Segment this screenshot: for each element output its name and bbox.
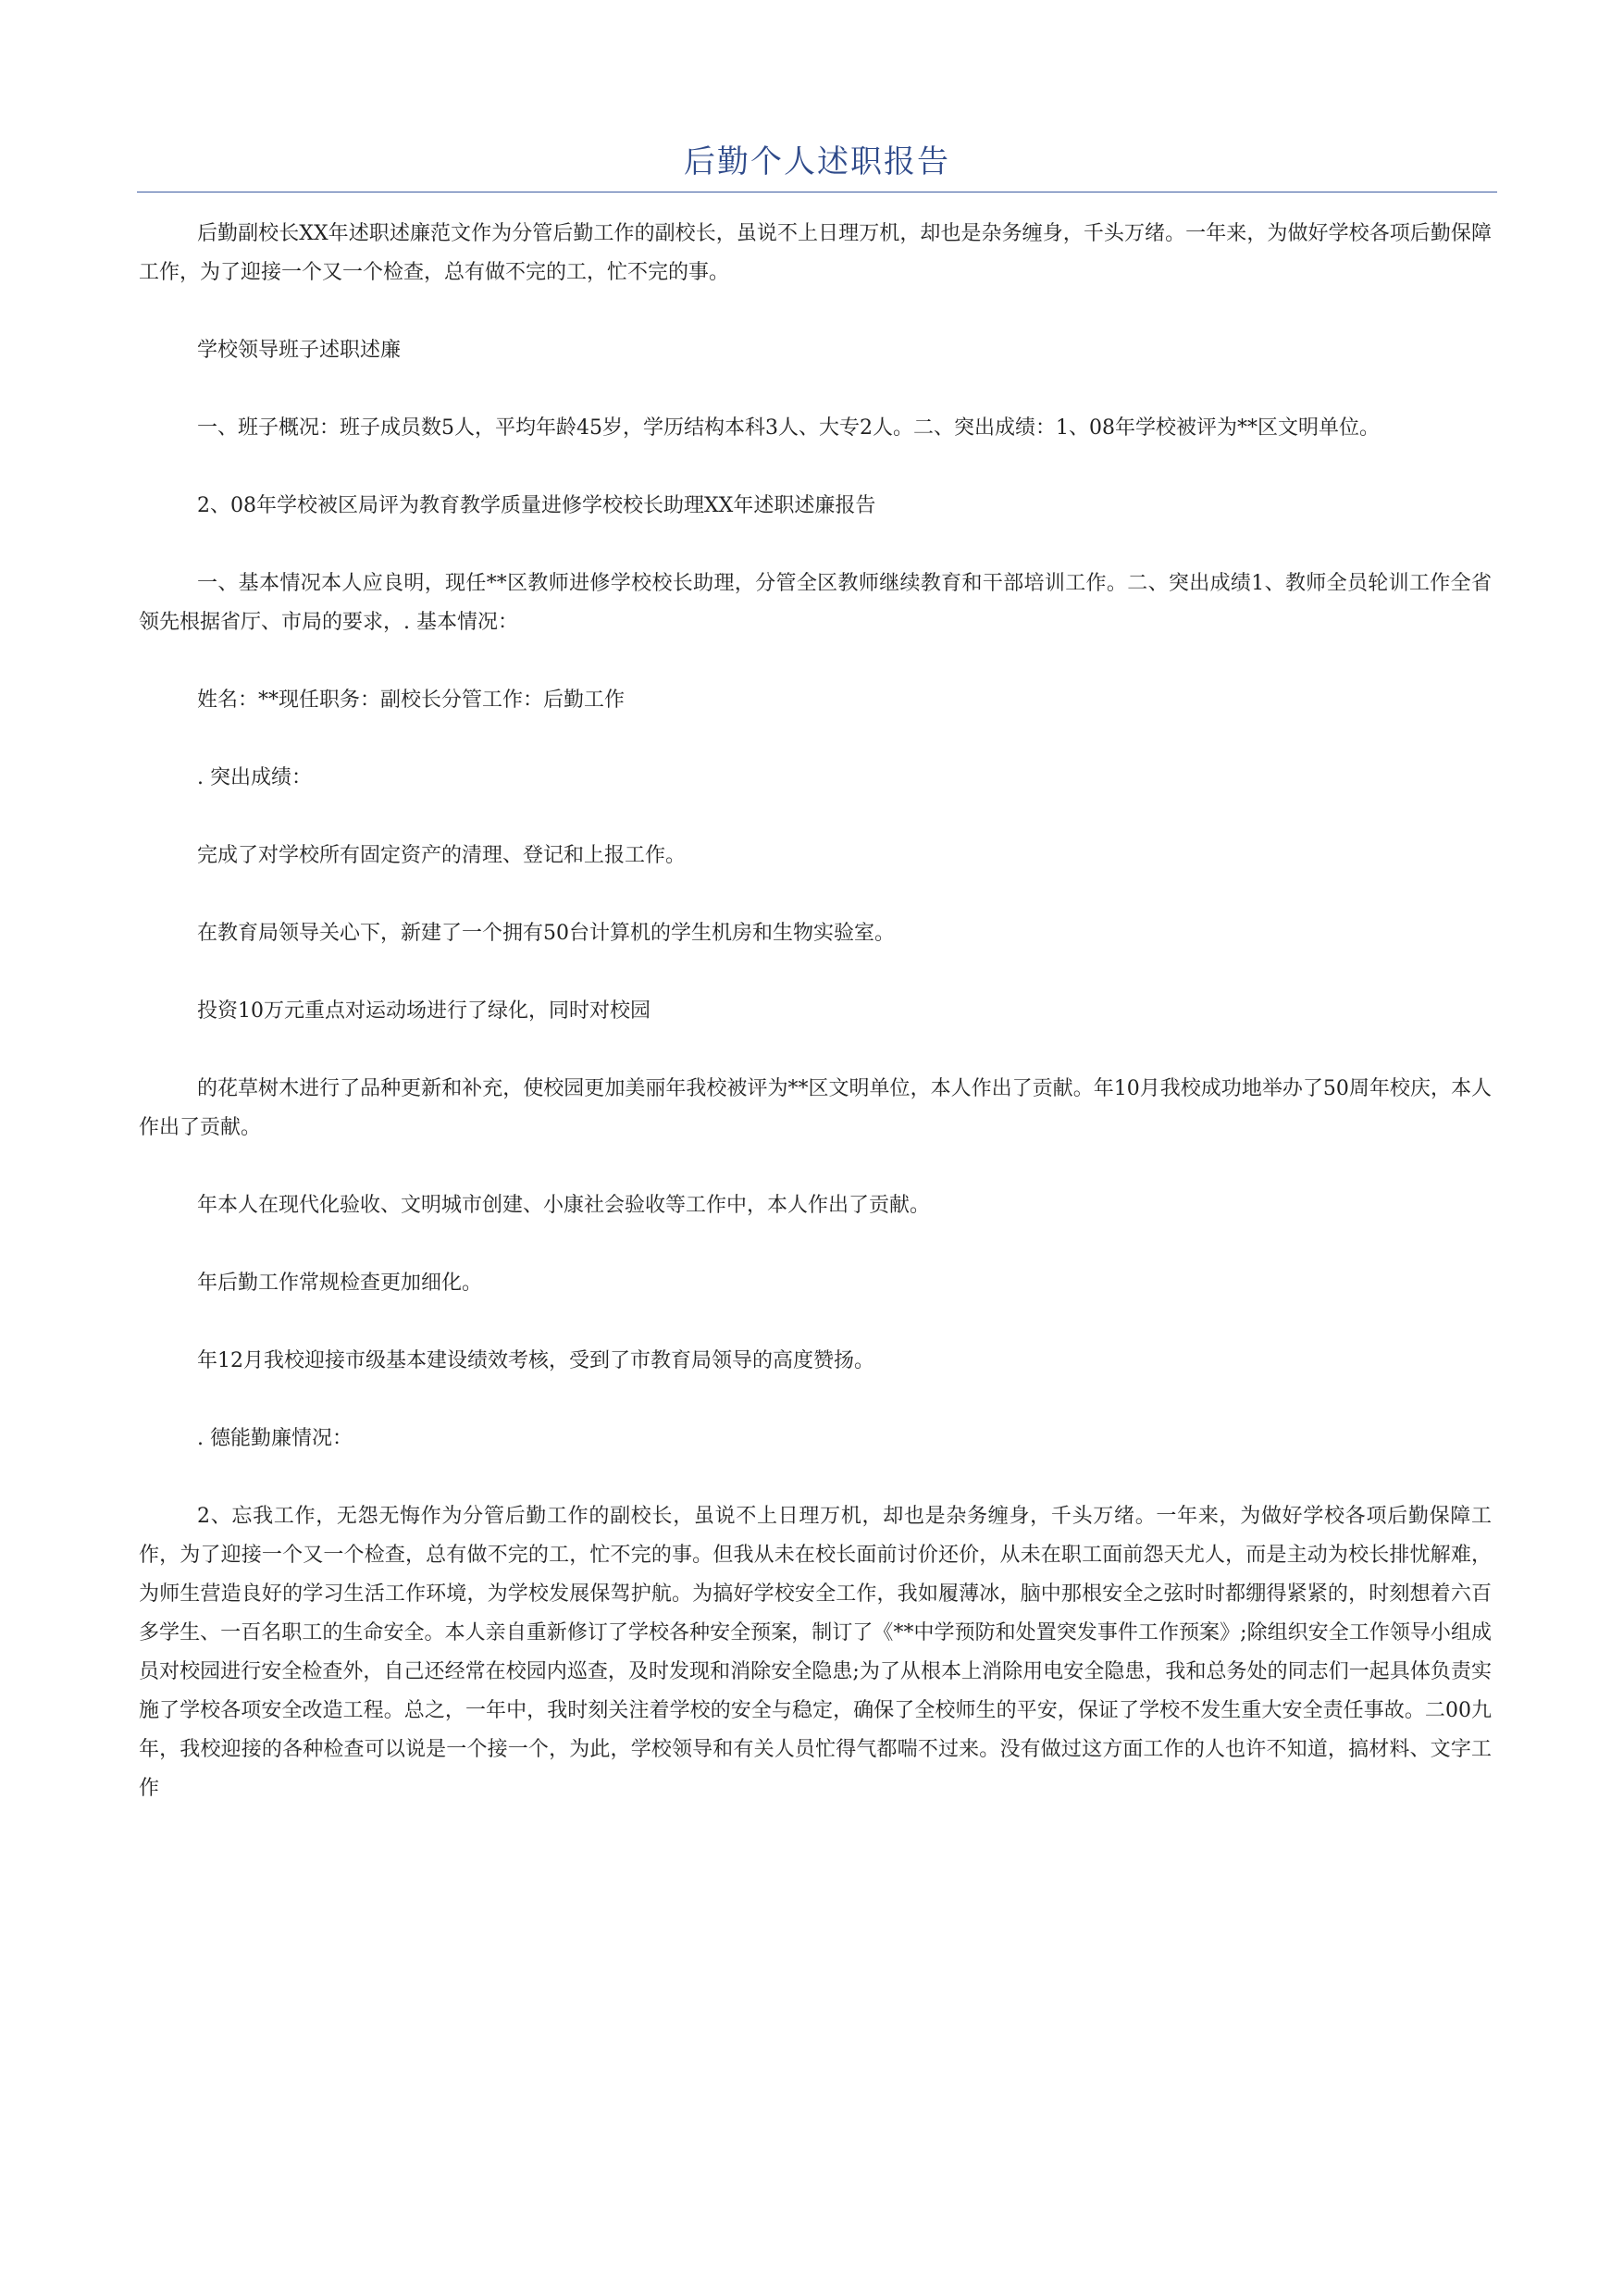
paragraph: 后勤副校长XX年述职述廉范文作为分管后勤工作的副校长，虽说不上日理万机，却也是杂务缠身，千头万绪。一年来，为做好学校各项后勤保障工作，为了迎接一个又一个检查，总有做不完的工，忙不完的事。 bbox=[139, 222, 1492, 284]
paragraph: 投资10万元重点对运动场进行了绿化，同时对校园 bbox=[197, 999, 650, 1023]
paragraph: 在教育局领导关心下，新建了一个拥有50台计算机的学生机房和生物实验室。 bbox=[197, 922, 895, 945]
paragraph: 一、基本情况本人应良明，现任**区教师进修学校校长助理，分管全区教师继续教育和干部培训工作。二、突出成绩1、教师全员轮训工作全省领先根据省厅、市局的要求，. 基本情况： bbox=[139, 572, 1492, 634]
paragraph: 年12月我校迎接市级基本建设绩效考核，受到了市教育局领导的高度赞扬。 bbox=[197, 1349, 874, 1372]
paragraph: . 德能勤廉情况： bbox=[197, 1427, 353, 1450]
paragraph: 年后勤工作常规检查更加细化。 bbox=[197, 1272, 483, 1295]
paragraph: 一、班子概况：班子成员数5人，平均年龄45岁，学历结构本科3人、大专2人。二、突出成绩：1、08年学校被评为**区文明单位。 bbox=[197, 416, 1380, 440]
paragraph: 姓名：**现任职务：副校长分管工作：后勤工作 bbox=[197, 689, 626, 712]
paragraph: 学校领导班子述职述廉 bbox=[197, 339, 402, 362]
paragraph: 的花草树木进行了品种更新和补充，使校园更加美丽年我校被评为**区文明单位，本人作出了贡献。年10月我校成功地举办了50周年校庆，本人作出了贡献。 bbox=[139, 1077, 1492, 1139]
paragraph: 2、忘我工作，无怨无悔作为分管后勤工作的副校长，虽说不上日理万机，却也是杂务缠身，千头万绪。一年来，为做好学校各项后勤保障工作，为了迎接一个又一个检查，总有做不完的工，忙不完的事。但我从未在校长面前讨价还价，从未在职工面前怨天尤人，而是主动为校长排忧解难，为师生营造良好的学习生活工作环境，为学校发展保驾护航。为搞好学校安全工作，我如履薄冰，脑中那根安全之弦时时都绷得紧紧的，时刻想着六百多学生、一百名职工的生命安全。本人亲自重新修订了学校各种安全预案，制订了《**中学预防和处置突发事件工作预案》;除组织安全工作领导小组成员对校园进行安全检查外，自己还经常在校园内巡查，及时发现和消除安全隐患;为了从根本上消除用电安全隐患，我和总务处的同志们一起具体负责实施了学校各项安全改造工程。总之，一年中，我时刻关注着学校的安全与稳定，确保了全校师生的平安，保证了学校不发生重大安全责任事故。二00九年，我校迎接的各种检查可以说是一个接一个，为此，学校领导和有关人员忙得气都喘不过来。没有做过这方面工作的人也许不知道，搞材料、文字工作 bbox=[139, 1505, 1492, 1800]
paragraph: 2、08年学校被区局评为教育教学质量进修学校校长助理XX年述职述廉报告 bbox=[197, 494, 876, 517]
paragraph: 年本人在现代化验收、文明城市创建、小康社会验收等工作中，本人作出了贡献。 bbox=[197, 1194, 931, 1217]
document-title: 后勤个人述职报告 bbox=[684, 143, 950, 180]
document-body bbox=[139, 215, 1492, 1808]
paragraph: 完成了对学校所有固定资产的清理、登记和上报工作。 bbox=[197, 844, 687, 867]
paragraph: . 突出成绩： bbox=[197, 766, 312, 789]
